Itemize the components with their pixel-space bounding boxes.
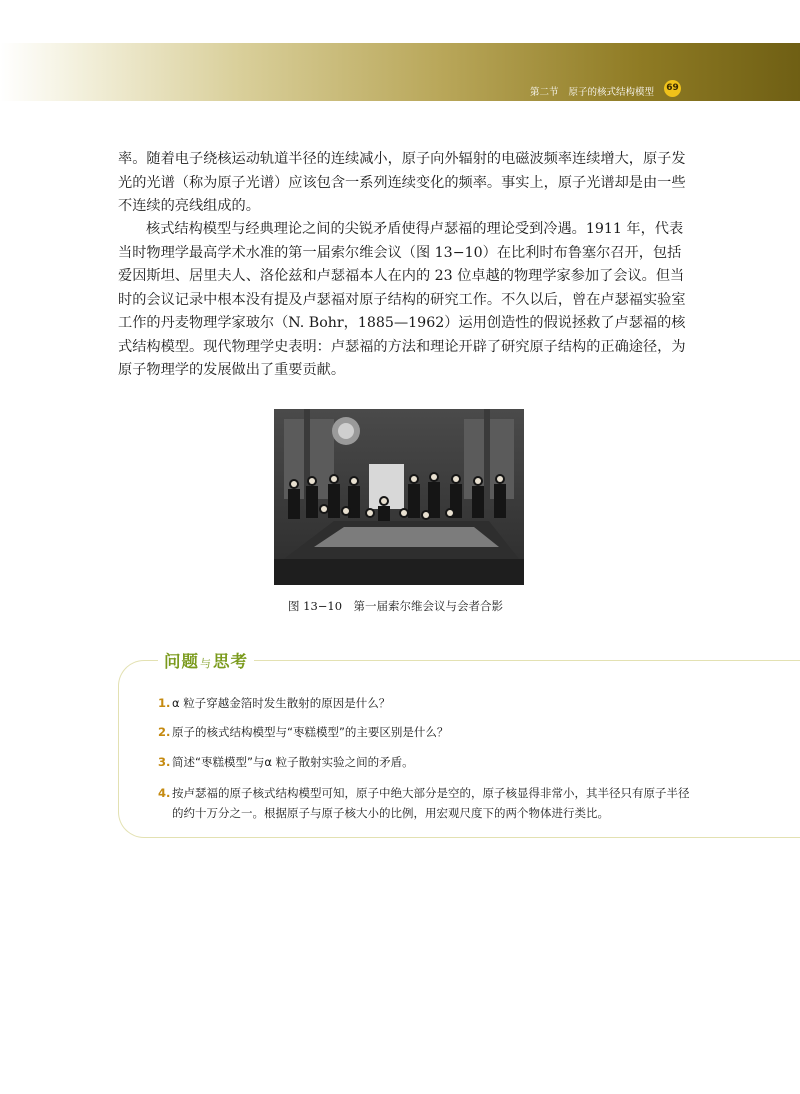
- question-item: [158, 783, 698, 823]
- question-number: 1.: [158, 696, 171, 710]
- question-item: [158, 752, 698, 772]
- questions-box-title: [158, 648, 254, 672]
- section-label: 第二节: [530, 87, 559, 98]
- question-number: 2.: [158, 725, 171, 739]
- question-number: 3.: [158, 755, 171, 769]
- title-part2: 思考: [213, 652, 248, 671]
- question-text: α 粒子穿越金箔时发生散射的原因是什么？: [172, 696, 391, 710]
- page-number: 69: [664, 80, 681, 97]
- question-text: 按卢瑟福的原子核式结构模型可知，原子中绝大部分是空的，原子核显得非常小，其半径只有原子半径的约十万分之一。根据原子与原子核大小的比例，用宏观尺度下的两个物体进行类比。: [172, 786, 690, 820]
- figure-caption: 图 13−10 第一届索尔维会议与会者合影: [288, 599, 504, 613]
- running-header: [530, 84, 654, 98]
- question-item: [158, 722, 698, 742]
- title-part1: 问题: [164, 652, 199, 671]
- title-connector: 与: [200, 657, 212, 670]
- question-text: 原子的核式结构模型与“枣糕模型”的主要区别是什么？: [172, 725, 449, 739]
- question-item: [158, 693, 698, 713]
- paragraph-1: 率。随着电子绕核运动轨道半径的连续减小，原子向外辐射的电磁波频率连续增大，原子发光的光谱（称为原子光谱）应该包含一系列连续变化的频率。事实上，原子光谱却是由一些不连续的亮线组成的。: [118, 151, 686, 214]
- paragraph-2: 核式结构模型与经典理论之间的尖锐矛盾使得卢瑟福的理论受到冷遇。1911 年，代表当时物理学最高学术水准的第一届索尔维会议（图 13−10）在比利时布鲁塞尔召开，包括爱因斯坦、居里夫人、洛伦兹和卢瑟福本人在内的 23 位卓越的物理学家参加了会议。但当时的会议记录中根本没有提及卢瑟福对原子结构的研究工作。不久以后，曾在卢瑟福实验室工作的丹麦物理学家玻尔（N. Bohr，1885—1962）运用创造性的假说拯救了卢瑟福的核式结构模型。现代物理学史表明：卢瑟福的方法和理论开辟了研究原子结构的正确途径，为原子物理学的发展做出了重要贡献。: [118, 221, 686, 378]
- question-number: 4.: [158, 786, 171, 800]
- section-title: 原子的核式结构模型: [568, 87, 655, 98]
- question-text: 简述“枣糕模型”与α 粒子散射实验之间的矛盾。: [172, 755, 414, 769]
- solvay-conference-photo: [274, 409, 524, 585]
